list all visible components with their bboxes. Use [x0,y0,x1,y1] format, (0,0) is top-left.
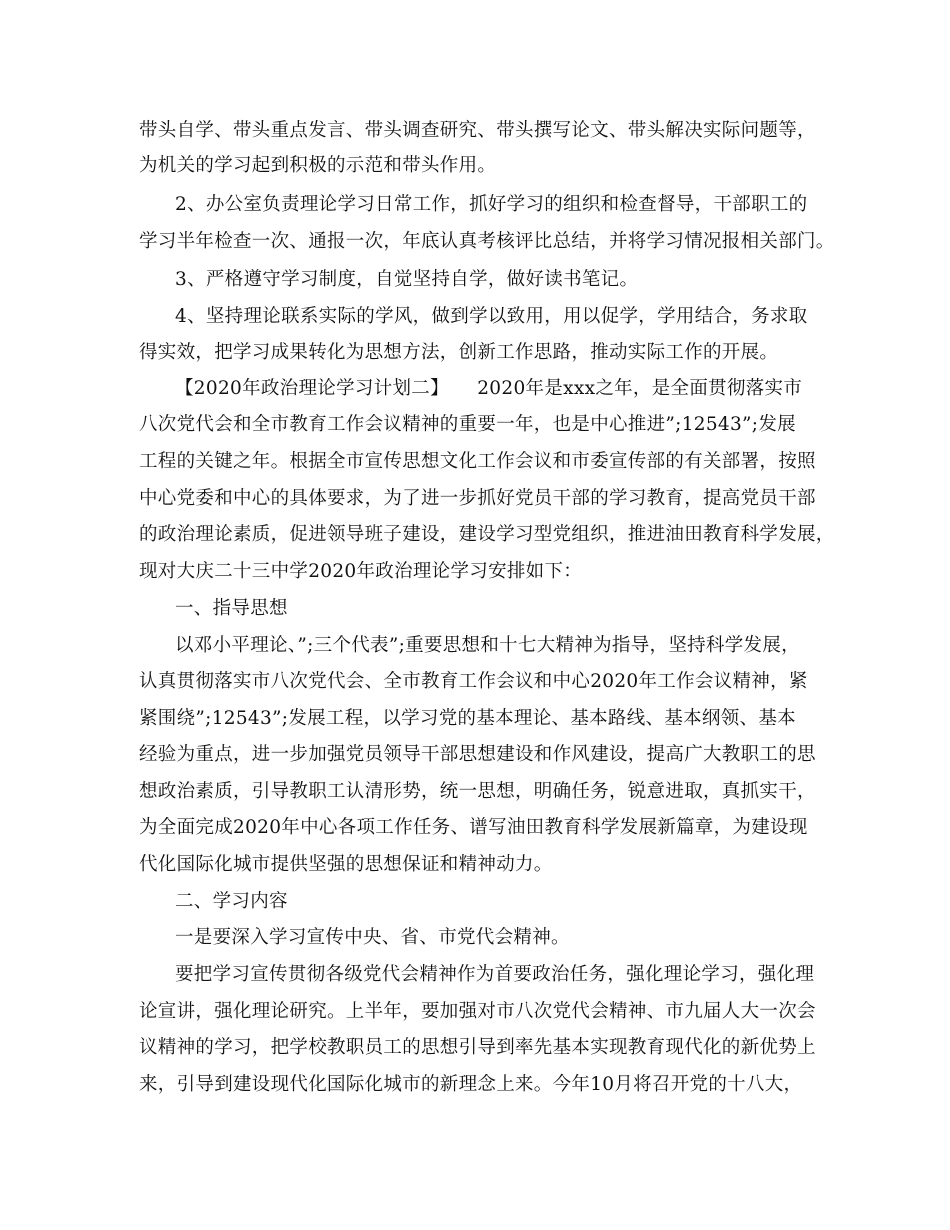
text-line: 4、坚持理论联系实际的学风，做到学以致用，用以促学，学用结合，务求取 [175,306,808,327]
text-line: 以邓小平理论、”;三个代表”;重要思想和十七大精神为指导，坚持科学发展， [175,635,800,656]
text-line: 一是要深入学习宣传中央、省、市党代会精神。 [175,927,570,948]
text-line: 工程的关键之年。根据全市宣传思想文化工作会议和市委宣传部的有关部署，按照 [139,451,816,472]
text-line: 要把学习宣传贯彻各级党代会精神作为首要政治任务，强化理论学习，强化理 [175,964,815,985]
section-heading-line: 【2020年政治理论学习计划二】 2020年是xxx之年，是全面贯彻落实市 [175,378,803,399]
text-line: 经验为重点，进一步加强党员领导干部思想建设和作风建设，提高广大教职工的思 [139,744,816,765]
text-line: 为机关的学习起到积极的示范和带头作用。 [139,155,497,176]
text-line: 为全面完成2020年中心各项工作任务、谱写油田教育科学发展新篇章，为建设现 [139,817,808,838]
text-line: 现对大庆二十三中学2020年政治理论学习安排如下： [139,561,583,582]
text-line: 中心党委和中心的具体要求，为了进一步抓好党员干部的学习教育，提高党员干部 [139,488,816,509]
text-line: 2、办公室负责理论学习日常工作，抓好学习的组织和检查督导，干部职工的 [175,194,808,215]
section-heading: 二、学习内容 [175,891,288,912]
text-line: 认真贯彻落实市八次党代会、全市教育工作会议和中心2020年工作会议精神，紧 [139,671,808,692]
section-heading: 一、指导思想 [175,598,288,619]
text-line: 3、严格遵守学习制度，自觉坚持自学，做好读书笔记。 [175,269,639,290]
text-line: 议精神的学习，把学校教职员工的思想引导到率先基本实现教育现代化的新优势上 [139,1037,816,1058]
text-line: 论宣讲，强化理论研究。上半年，要加强对市八次党代会精神、市九届人大一次会 [139,1001,816,1022]
text-line: 紧围绕”;12543”;发展工程，以学习党的基本理论、基本路线、基本纲领、基本 [139,708,796,729]
text-line: 得实效，把学习成果转化为思想方法，创新工作思路，推动实际工作的开展。 [139,342,779,363]
text-line: 带头自学、带头重点发言、带头调查研究、带头撰写论文、带头解决实际问题等， [139,120,816,141]
text-line: 八次党代会和全市教育工作会议精神的重要一年，也是中心推进”;12543”;发展 [139,414,796,435]
text-line: 来，引导到建设现代化国际化城市的新理念上来。今年10月将召开党的十八大， [139,1074,803,1095]
text-line: 想政治素质，引导教职工认清形势，统一思想，明确任务，锐意进取，真抓实干， [139,781,816,802]
text-line: 代化国际化城市提供坚强的思想保证和精神动力。 [139,854,553,875]
text-line: 的政治理论素质，促进领导班子建设，建设学习型党组织，推进油田教育科学发展， [139,524,835,545]
text-line: 学习半年检查一次、通报一次，年底认真考核评比总结，并将学习情况报相关部门。 [139,231,835,252]
